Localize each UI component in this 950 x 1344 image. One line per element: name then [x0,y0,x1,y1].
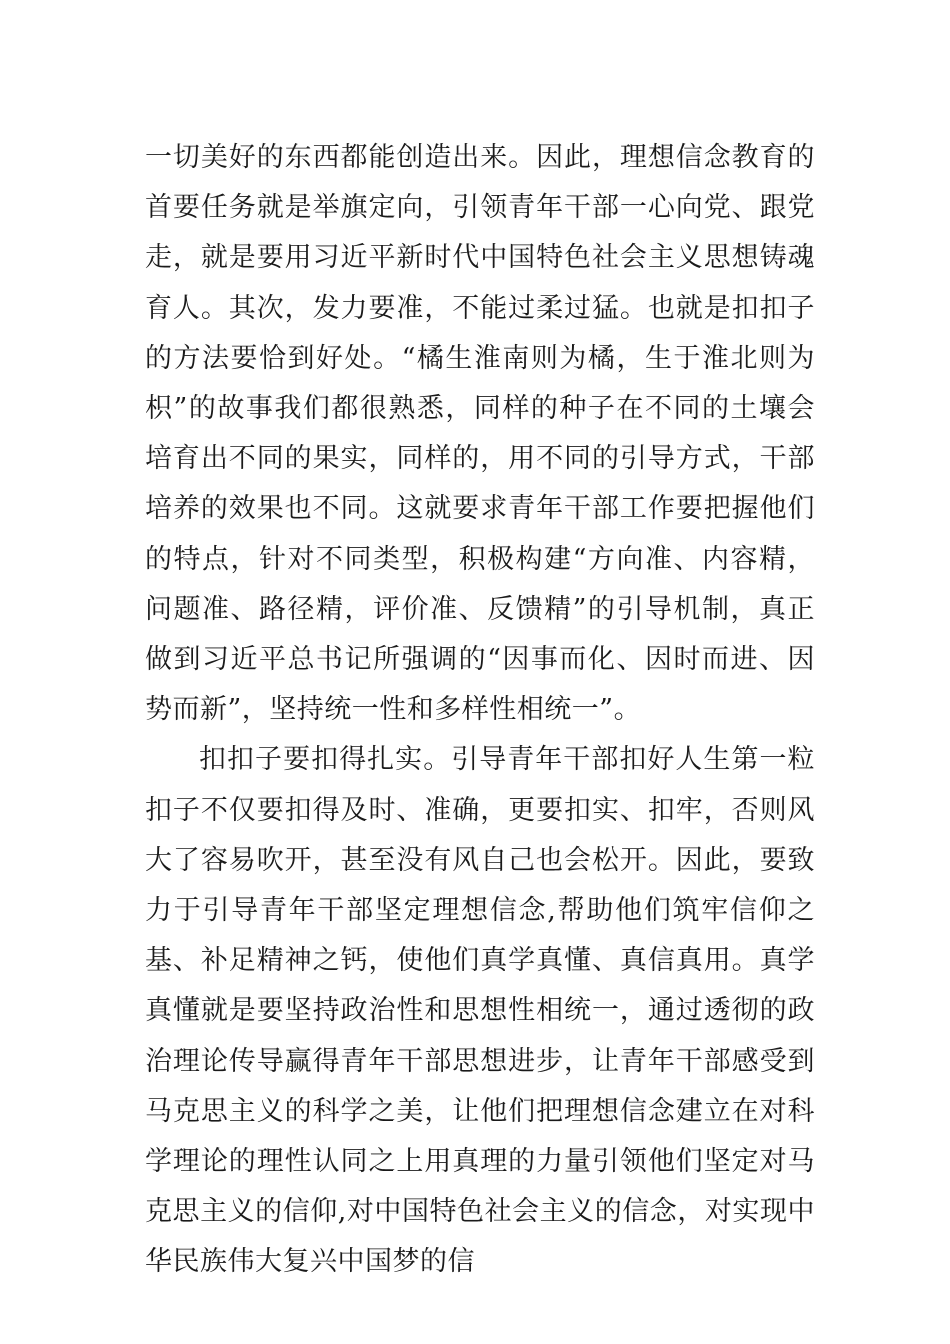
paragraph-1: 一切美好的东西都能创造出来。因此，理想信念教育的首要任务就是举旗定向，引领青年干部一心向党、跟党走，就是要用习近平新时代中国特色社会主义思想铸魂育人。其次，发力要准，不能过柔过猛。也就是扣扣子的方法要恰到好处。“橘生淮南则为橘，生于淮北则为枳”的故事我们都很熟悉，同样的种子在不同的土壤会培育出不同的果实，同样的，用不同的引导方式，干部培养的效果也不同。这就要求青年干部工作要把握他们的特点，针对不同类型，积极构建“方向准、内容精，问题准、路径精，评价准、反馈精”的引导机制，真正做到习近平总书记所强调的“因事而化、因时而进、因势而新”，坚持统一性和多样性相统一”。 [145,142,815,726]
body-text [145,133,815,1288]
paragraph-2: 扣扣子要扣得扎实。引导青年干部扣好人生第一粒扣子不仅要扣得及时、准确，更要扣实、扣牢，否则风大了容易吹开，甚至没有风自己也会松开。因此，要致力于引导青年干部坚定理想信念,帮助他们筑牢信仰之基、补足精神之钙，使他们真学真懂、真信真用。真学真懂就是要坚持政治性和思想性相统一，通过透彻的政治理论传导赢得青年干部思想进步，让青年干部感受到马克思主义的科学之美，让他们把理想信念建立在对科学理论的理性认同之上用真理的力量引领他们坚定对马克思主义的信仰,对中国特色社会主义的信念，对实现中华民族伟大复兴中国梦的信 [145,744,815,1278]
